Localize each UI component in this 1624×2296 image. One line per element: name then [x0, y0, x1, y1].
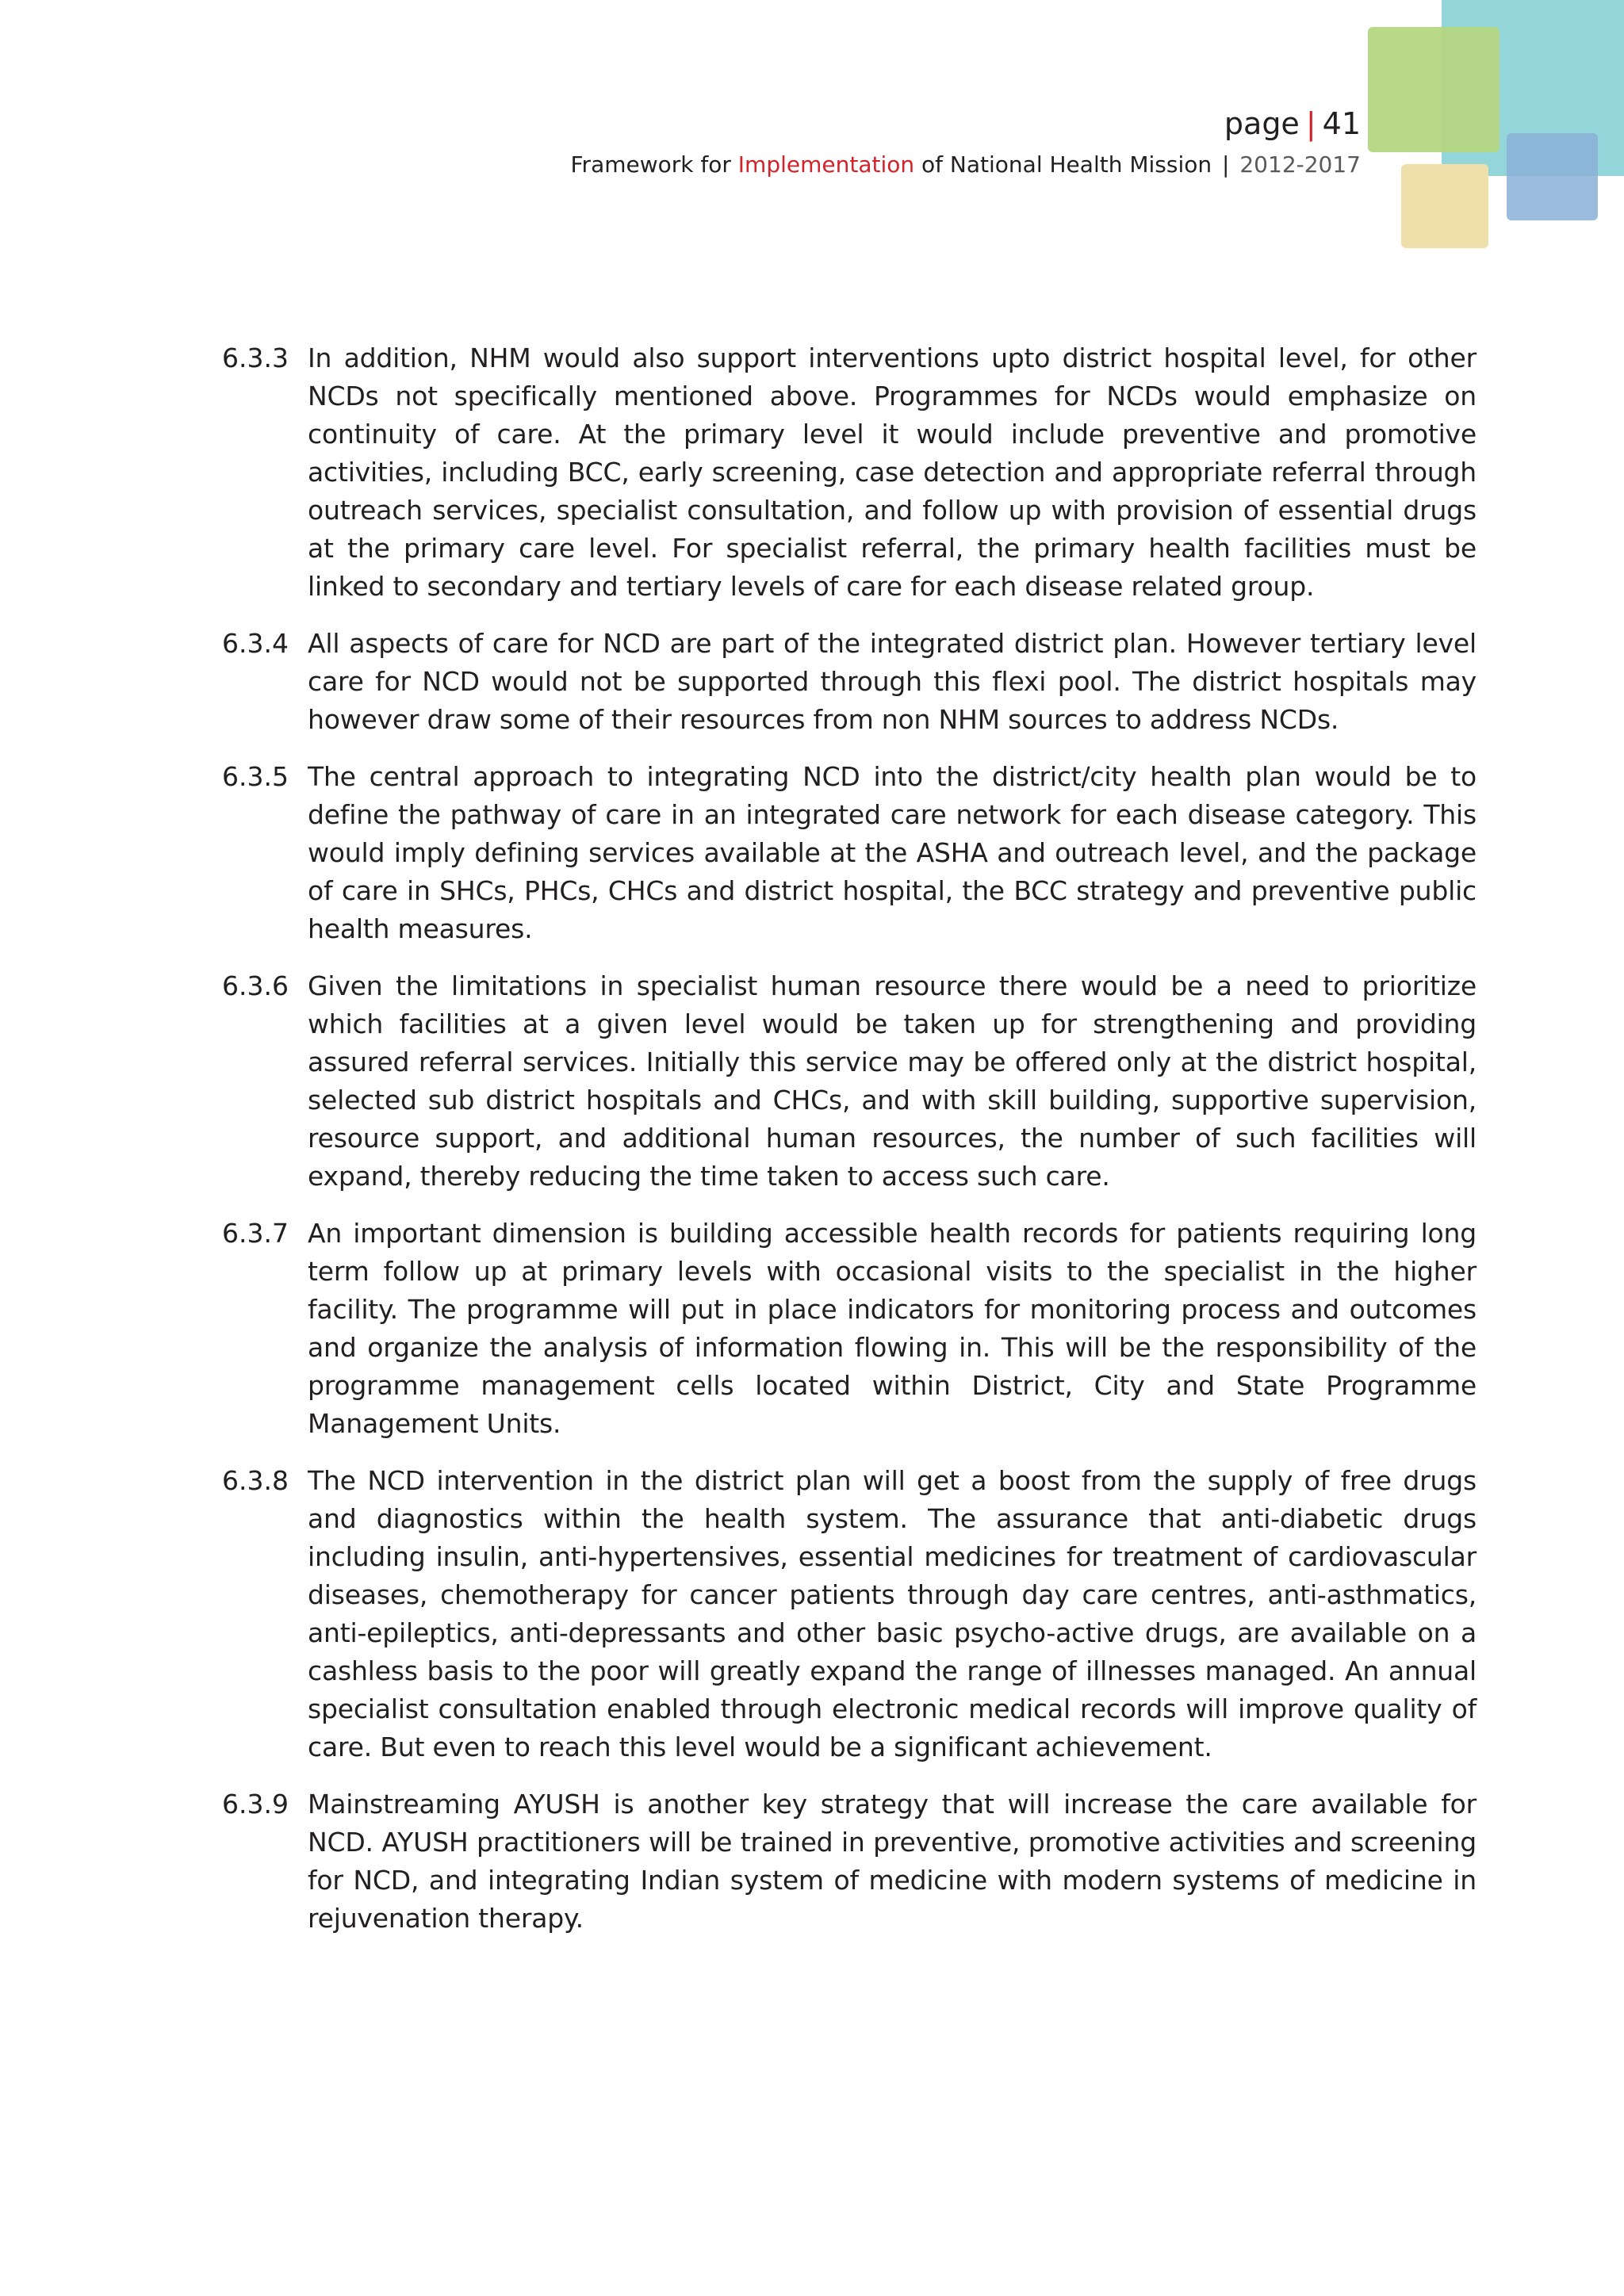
- section-number: 6.3.6: [222, 970, 289, 1001]
- section-text: An important dimension is building accessible health records for patients requiring long term follow up at primary levels with occasional visits to the specialist in the higher facility. The programme will put in place indicators for monitoring process and outcomes and organize the analysis of information flowing in. This will be the responsibility of the programme management cells located within District, City and State Programme Management Units.: [308, 1218, 1477, 1439]
- section-6-3-5: [222, 758, 1477, 948]
- page-label: page: [1224, 106, 1300, 141]
- page-number: 41: [1322, 106, 1361, 141]
- section-text: The central approach to integrating NCD into the district/city health plan would be to define the pathway of care in an integrated care network for each disease category. This would imply defining services available at the ASHA and outreach level, and the package of care in SHCs, PHCs, CHCs and district hospital, the BCC strategy and preventive public health measures.: [308, 761, 1477, 944]
- section-number: 6.3.9: [222, 1789, 289, 1820]
- page-separator: |: [1305, 106, 1316, 141]
- section-number: 6.3.5: [222, 761, 289, 792]
- section-text: In addition, NHM would also support interventions upto district hospital level, for other NCDs not specifically mentioned above. Programmes for NCDs would emphasize on continuity of care. At the primary level it would include preventive and promotive activities, including BCC, early screening, case detection and appropriate referral through outreach services, specialist consultation, and follow up with provision of essential drugs at the primary care level. For specialist referral, the primary health facilities must be linked to secondary and tertiary levels of care for each disease related group.: [308, 342, 1477, 602]
- title-accent: Implementation: [737, 151, 915, 178]
- decorative-green-square: [1368, 27, 1500, 152]
- section-text: The NCD intervention in the district plan will get a boost from the supply of free drugs and diagnostics within the health system. The assurance that anti-diabetic drugs including insulin, anti-hypertensives, essential medicines for treatment of cardiovascular diseases, chemotherapy for cancer patients through day care centres, anti-asthmatics, anti-epileptics, anti-depressants and other basic psycho-active drugs, are available on a cashless basis to the poor will greatly expand the range of illnesses managed. An annual specialist consultation enabled through electronic medical records will improve quality of care. But even to reach this level would be a significant achievement.: [308, 1465, 1477, 1762]
- decorative-blue-square: [1507, 133, 1598, 220]
- page-number-header: [1224, 101, 1361, 146]
- title-prefix: Framework for: [570, 151, 738, 178]
- section-number: 6.3.3: [222, 342, 289, 373]
- section-6-3-6: [222, 967, 1477, 1196]
- section-number: 6.3.4: [222, 628, 289, 659]
- section-6-3-3: [222, 339, 1477, 606]
- main-content: [222, 339, 1477, 1957]
- decorative-yellow-square: [1401, 164, 1488, 248]
- section-text: Given the limitations in specialist human resource there would be a need to prioritize which facilities at a given level would be taken up for strengthening and providing assured referral services. Initially this service may be offered only at the district hospital, selected sub district hospitals and CHCs, and with skill building, supportive supervision, resource support, and additional human resources, the number of such facilities will expand, thereby reducing the time taken to access such care.: [308, 970, 1477, 1192]
- section-number: 6.3.8: [222, 1465, 289, 1496]
- title-suffix: of National Health Mission: [914, 151, 1220, 178]
- section-6-3-7: [222, 1215, 1477, 1443]
- section-6-3-4: [222, 625, 1477, 739]
- section-text: All aspects of care for NCD are part of the integrated district plan. However tertiary level care for NCD would not be supported through this flexi pool. The district hospitals may however draw some of their resources from non NHM sources to address NCDs.: [308, 628, 1477, 735]
- section-text: Mainstreaming AYUSH is another key strategy that will increase the care available for NCD. AYUSH practitioners will be trained in preventive, promotive activities and screening for NCD, and integrating Indian system of medicine with modern systems of medicine in rejuvenation therapy.: [308, 1789, 1477, 1934]
- running-header-title: [570, 149, 1361, 181]
- section-6-3-8: [222, 1462, 1477, 1766]
- title-separator: |: [1222, 151, 1230, 178]
- section-6-3-9: [222, 1785, 1477, 1938]
- section-number: 6.3.7: [222, 1218, 289, 1249]
- title-years: 2012-2017: [1232, 151, 1361, 178]
